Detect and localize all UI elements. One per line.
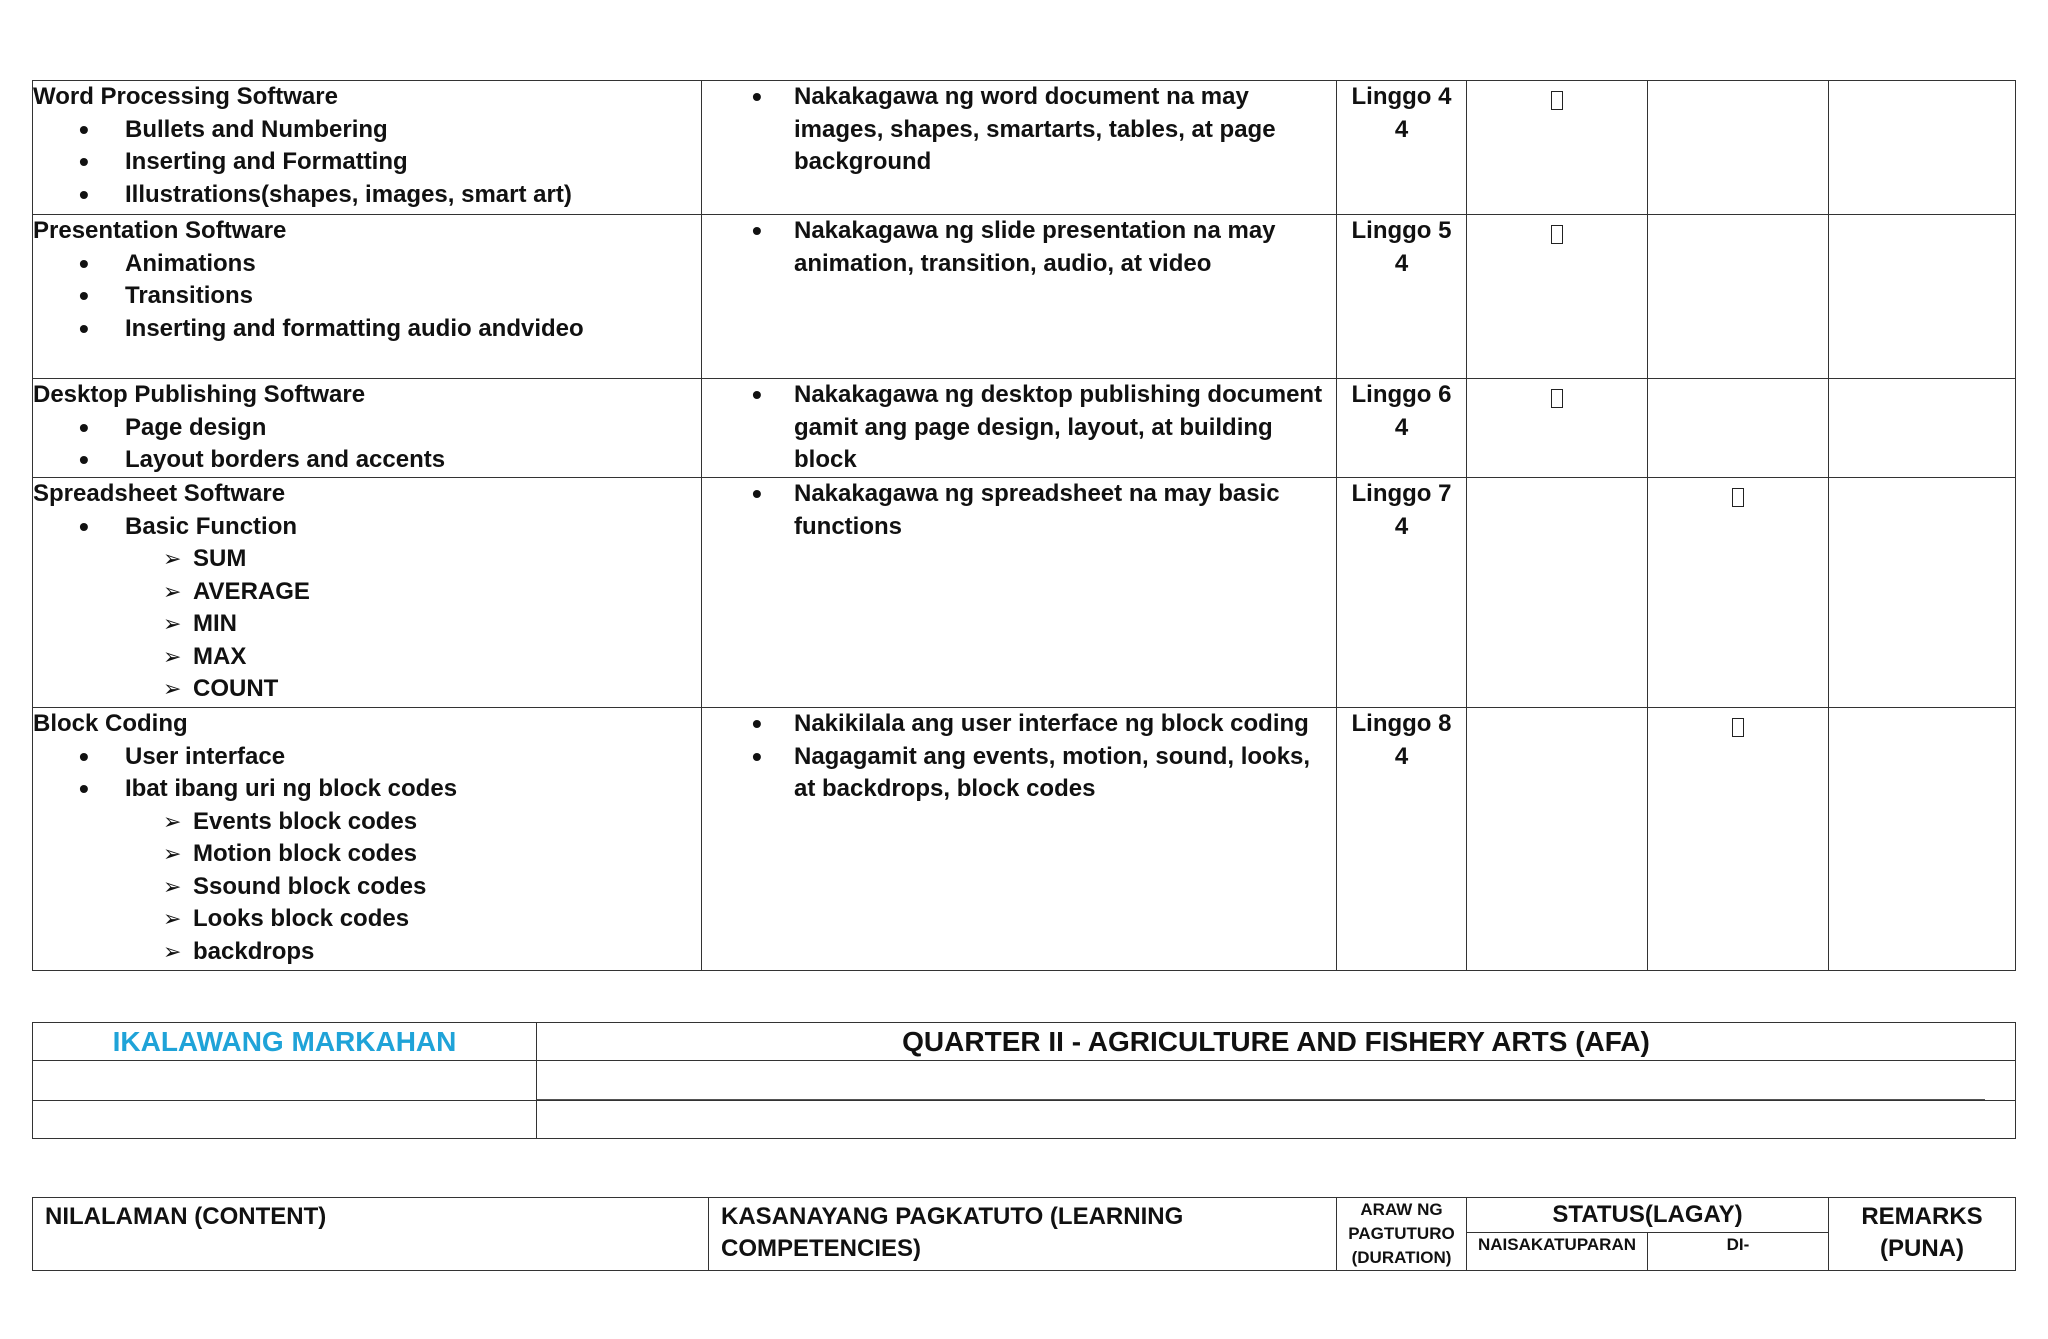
quarter-blank-cell — [537, 1101, 2016, 1139]
duration-hours: 4 — [1394, 512, 1409, 540]
competency-list — [702, 478, 1336, 543]
header-remarks — [1829, 1198, 2016, 1271]
duration-hours: 4 — [1394, 115, 1409, 143]
duration-cell — [1337, 379, 1467, 478]
sub-list-item: ➢ backdrops — [33, 936, 701, 969]
quarter-blank-cell — [537, 1061, 2016, 1101]
remarks-cell — [1829, 478, 2016, 708]
competency-list — [702, 708, 1336, 806]
inner-rule — [537, 1061, 1985, 1100]
sub-list-item: ➢ Looks block codes — [33, 903, 701, 936]
content-title: Desktop Publishing Software — [33, 381, 366, 408]
competency-list — [702, 81, 1336, 179]
header-status-done: NAISAKATUPARAN — [1467, 1233, 1648, 1271]
competencies-cell — [702, 81, 1337, 215]
quarter-title-row — [33, 1023, 2016, 1061]
competency-item: • Nakakagawa ng slide presentation na may animation, transition, audio, at video — [702, 215, 1336, 280]
header-competencies: KASANAYANG PAGKATUTO (LEARNING COMPETENCIES) — [709, 1198, 1337, 1271]
remarks-cell — [1829, 81, 2016, 215]
header-duration-line: (DURATION) — [1351, 1248, 1452, 1267]
content-topic-list — [33, 114, 701, 212]
duration-hours: 4 — [1394, 249, 1409, 277]
checkbox-icon — [1551, 389, 1563, 408]
list-item: • Bullets and Numbering — [33, 114, 701, 147]
duration-hours: 4 — [1394, 742, 1409, 770]
competencies-cell — [702, 708, 1337, 971]
column-header-table — [32, 1197, 2016, 1271]
competencies-cell — [702, 379, 1337, 478]
status-not-done-cell — [1648, 379, 1829, 478]
sub-list-item: ➢ Ssound block codes — [33, 871, 701, 904]
header-status: STATUS(LAGAY) — [1467, 1198, 1829, 1233]
competency-item: • Nakakagawa ng desktop publishing document gamit ang page design, layout, at building block — [702, 379, 1336, 477]
list-item: • Animations — [33, 248, 701, 281]
content-title: Presentation Software — [33, 217, 287, 244]
status-done-cell — [1467, 708, 1648, 971]
content-subtopic-list — [33, 806, 701, 969]
content-cell — [33, 379, 702, 478]
list-item: • Basic Function — [33, 511, 701, 544]
header-content: NILALAMAN (CONTENT) — [33, 1198, 709, 1271]
competency-list — [702, 379, 1336, 477]
sub-list-item: ➢ Motion block codes — [33, 838, 701, 871]
list-item: • Ibat ibang uri ng block codes — [33, 773, 701, 806]
status-done-cell — [1467, 478, 1648, 708]
status-done-cell — [1467, 81, 1648, 215]
quarter-blank-cell — [33, 1101, 537, 1139]
sub-list-item: ➢ COUNT — [33, 673, 701, 706]
competency-item: • Nakikilala ang user interface ng block coding — [702, 708, 1336, 741]
content-title: Spreadsheet Software — [33, 480, 286, 507]
curriculum-table — [32, 80, 2016, 971]
table-row — [33, 379, 2016, 478]
competency-item: • Nagagamit ang events, motion, sound, looks, at backdrops, block codes — [702, 741, 1336, 806]
competency-item: • Nakakagawa ng spreadsheet na may basic functions — [702, 478, 1336, 543]
sub-list-item: ➢ SUM — [33, 543, 701, 576]
content-topic-list — [33, 511, 701, 544]
remarks-cell — [1829, 215, 2016, 379]
table-row — [33, 81, 2016, 215]
status-not-done-cell — [1648, 215, 1829, 379]
status-not-done-cell — [1648, 708, 1829, 971]
competency-item: • Nakakagawa ng word document na may images, shapes, smartarts, tables, at page background — [702, 81, 1336, 179]
remarks-cell — [1829, 379, 2016, 478]
list-item: • Layout borders and accents — [33, 444, 701, 477]
quarter-title: QUARTER II - AGRICULTURE AND FISHERY ARTS (AFA) — [537, 1023, 2016, 1061]
duration-week: Linggo 7 — [1351, 480, 1452, 507]
duration-week: Linggo 4 — [1351, 83, 1452, 110]
quarter-blank-row — [33, 1061, 2016, 1101]
header-duration — [1337, 1198, 1467, 1271]
list-item: • Inserting and formatting audio andvideo — [33, 313, 701, 346]
checkbox-icon — [1551, 91, 1563, 110]
quarter-table — [32, 1022, 2016, 1139]
list-item: • Illustrations(shapes, images, smart art) — [33, 179, 701, 212]
quarter-label: IKALAWANG MARKAHAN — [33, 1023, 537, 1061]
checkbox-icon — [1732, 488, 1744, 507]
status-not-done-cell — [1648, 478, 1829, 708]
duration-week: Linggo 5 — [1351, 217, 1452, 244]
list-item: • Inserting and Formatting — [33, 146, 701, 179]
list-item: • Transitions — [33, 280, 701, 313]
checkbox-icon — [1551, 225, 1563, 244]
duration-week: Linggo 6 — [1351, 381, 1452, 408]
checkbox-icon — [1732, 718, 1744, 737]
sub-list-item: ➢ AVERAGE — [33, 576, 701, 609]
content-cell — [33, 708, 702, 971]
content-title: Word Processing Software — [33, 83, 338, 110]
duration-cell — [1337, 81, 1467, 215]
duration-hours: 4 — [1394, 413, 1409, 441]
list-item: • User interface — [33, 741, 701, 774]
sub-list-item: ➢ MAX — [33, 641, 701, 674]
content-topic-list — [33, 248, 701, 346]
header-duration-line: ARAW NG — [1360, 1200, 1443, 1219]
status-not-done-cell — [1648, 81, 1829, 215]
header-duration-line: PAGTUTURO — [1348, 1224, 1455, 1243]
quarter-blank-cell — [33, 1061, 537, 1101]
duration-cell — [1337, 708, 1467, 971]
competency-list — [702, 215, 1336, 280]
remarks-cell — [1829, 708, 2016, 971]
content-title: Block Coding — [33, 710, 188, 737]
content-cell — [33, 215, 702, 379]
duration-week: Linggo 8 — [1351, 710, 1452, 737]
competencies-cell — [702, 215, 1337, 379]
duration-cell — [1337, 215, 1467, 379]
header-remarks-line: (PUNA) — [1880, 1235, 1964, 1262]
status-done-cell — [1467, 215, 1648, 379]
content-subtopic-list — [33, 543, 701, 706]
table-row — [33, 708, 2016, 971]
content-topic-list — [33, 741, 701, 806]
content-cell — [33, 478, 702, 708]
content-cell — [33, 81, 702, 215]
content-topic-list — [33, 412, 701, 477]
list-item: • Page design — [33, 412, 701, 445]
header-row-1 — [33, 1198, 2016, 1233]
quarter-blank-row — [33, 1101, 2016, 1139]
table-row — [33, 215, 2016, 379]
table-row — [33, 478, 2016, 708]
duration-cell — [1337, 478, 1467, 708]
competencies-cell — [702, 478, 1337, 708]
sub-list-item: ➢ Events block codes — [33, 806, 701, 839]
header-remarks-line: REMARKS — [1861, 1203, 1983, 1230]
header-status-not-done: DI- — [1648, 1233, 1829, 1271]
sub-list-item: ➢ MIN — [33, 608, 701, 641]
status-done-cell — [1467, 379, 1648, 478]
